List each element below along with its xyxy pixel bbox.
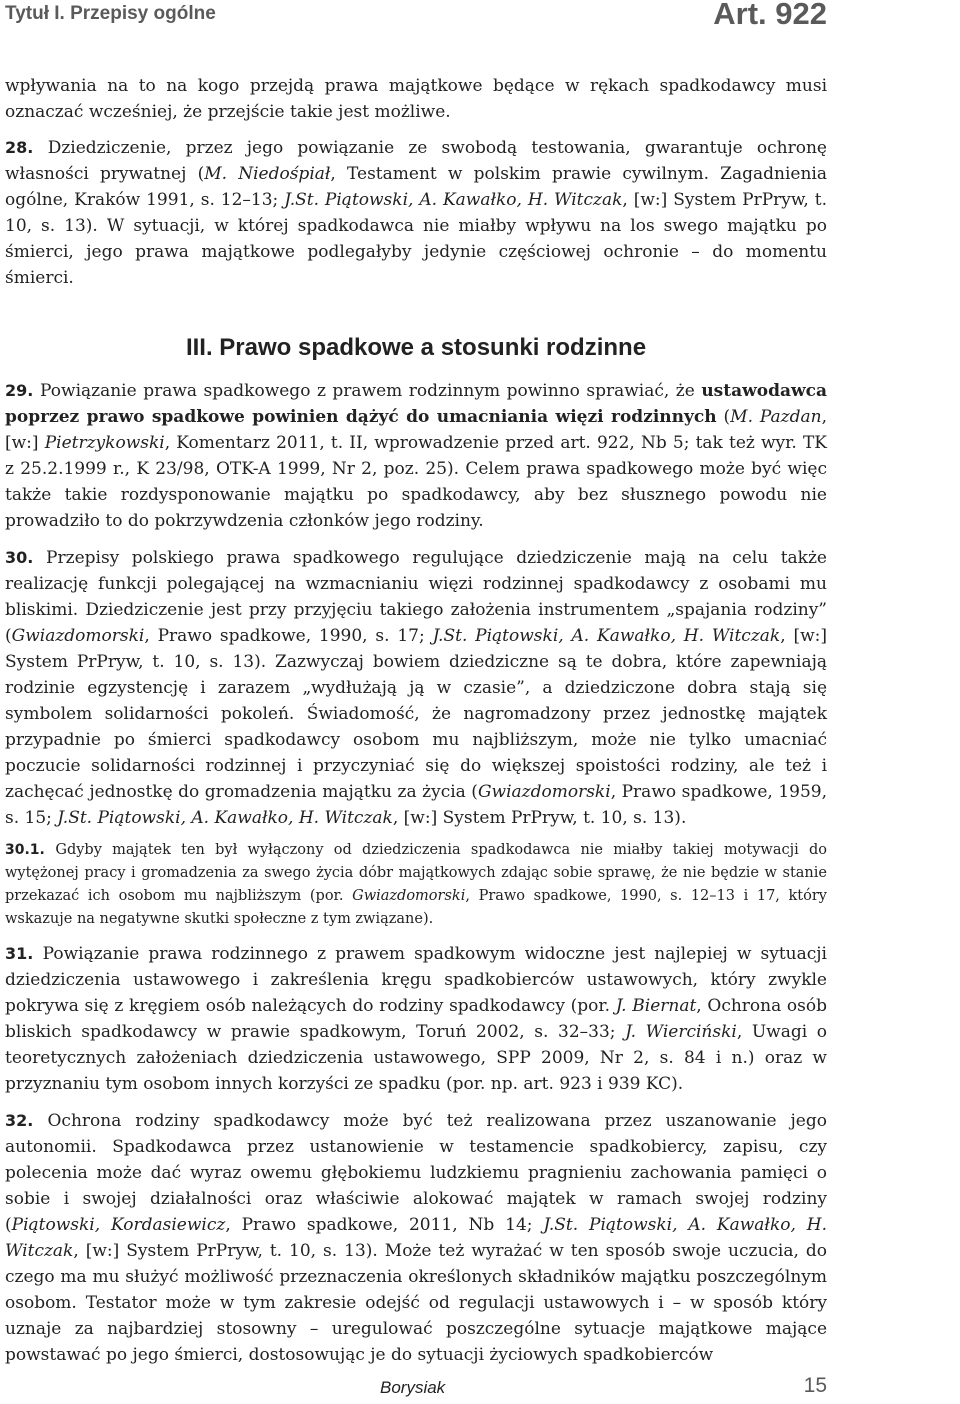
- italic-author-citation: Gwiazdomorski: [11, 626, 145, 646]
- italic-author-citation: M. Pazdan: [730, 407, 822, 427]
- paragraph-number: 29.: [5, 381, 41, 400]
- footer-author: Borysiak: [380, 1378, 446, 1397]
- text-run: Dziedziczenie, przez jego powiązanie ze swobodą testowania, gwarantuje ochronę własności prywatnej (: [5, 138, 827, 184]
- text-run: , Prawo spadkowe, 2011, Nb 14;: [225, 1215, 544, 1235]
- paragraph-number: 31.: [5, 944, 43, 963]
- page-number: 15: [803, 1374, 827, 1397]
- text-run: , Prawo spadkowe, 1990, s. 17;: [144, 626, 433, 646]
- text-run: Przepisy polskiego prawa spadkowego regulujące dziedziczenie mają na celu także realizację funkcji polegającej na wzmacnianiu więzi rodzinnej spadkodawcy z osobami mu bliskimi. Dziedziczenie jest przy przyjęciu takiego założenia instrumentem „spajania rodziny” (: [5, 548, 827, 646]
- text-run: , Ochrona osób bliskich spadkodawcy w prawie spadkowym, Toruń 2002, s. 32–33;: [5, 996, 827, 1042]
- italic-author-citation: J.St. Piątowski, A. Kawałko, H. Witczak: [57, 808, 393, 828]
- text-run: Powiązanie prawa rodzinnego z prawem spadkowym widoczne jest najlepiej w sytuacji dziedziczenia ustawowego i zakreślenia kręgu spadkobierców ustawowych, który zwykle pokrywa się z kręgiem osób należących do rodziny spadkodawcy (por.: [5, 944, 827, 1016]
- text-run: , [w:] System PrPryw, t. 10, s. 13). Może też wyrażać w ten sposób swoje uczucia, do czego ma mu służyć możliwość przeznaczenia określonych składników majątku poszczególnym osobom. Testator może w tym zakresie odejść od regulacji ustawowych i – w sposób który uznaje za najbardziej stosowny – uregulować poszczególne sytuacje majątkowe mające powstawać po jego śmierci, dostosowując je do sytuacji życiowych spadkobierców: [5, 1241, 827, 1365]
- paragraph-32: [5, 1108, 827, 1368]
- text-run: , Uwagi o teoretycznych założeniach dziedziczenia ustawowego, SPP 2009, Nr 2, s. 84 i n.) oraz w przyznaniu tym osobom innych korzyści ze spadku (por. np. art. 923 i 939 KC).: [5, 1022, 827, 1094]
- text-run: , Prawo spadkowe, 1959, s. 15;: [5, 782, 827, 828]
- italic-author-citation: J.St. Piątowski, A. Kawałko, H. Witczak: [432, 626, 781, 646]
- text-run: , [w:] System PrPryw, t. 10, s. 13). Zazwyczaj bowiem dziedziczne są te dobra, które zapewniają rodzinie egzystencję i zarazem „wydłużają ją w czasie”, a dziedziczone dobra stają się symbolem solidarności pokoleń. Świadomość, że nagromadzony przez jednostkę majątek przypadnie po śmierci spadkodawcy osobom mu najbliższym, może nie tylko umacniać poczucie solidarności rodzinnej i przyczyniać się do większej spoistości rodziny, ale też i zachęcać jednostkę do gromadzenia majątku za życia (: [5, 626, 827, 802]
- header-title: Tytuł I. Przepisy ogólne: [5, 3, 216, 24]
- italic-author-citation: Gwiazdomorski: [477, 782, 611, 802]
- text-run: , [w:] System PrPryw, t. 10, s. 13).: [392, 808, 687, 828]
- italic-author-citation: Gwiazdomorski: [352, 888, 466, 904]
- running-header: [5, 0, 827, 36]
- text-run: Powiązanie prawa spadkowego z prawem rodzinnym powinno sprawiać, że: [40, 381, 702, 401]
- italic-author-citation: J.St. Piątowski, A. Kawałko, H. Witczak: [5, 1215, 827, 1261]
- paragraph-28: [5, 135, 827, 291]
- text-run: , [w:] System PrPryw, t. 10, s. 13). W sytuacji, w której spadkodawca nie miałby wpływu na los swego majątku po śmierci, jego prawa majątkowe podlegałyby jedynie częściowej ochronie – do momentu śmierci.: [5, 190, 827, 288]
- italic-author-citation: J.St. Piątowski, A. Kawałko, H. Witczak: [284, 190, 623, 210]
- italic-author-citation: M. Niedośpiał: [204, 164, 331, 184]
- italic-author-citation: J. Wierciński: [625, 1022, 737, 1042]
- text-run: , [w:]: [5, 407, 828, 453]
- italic-author-citation: Piątowski, Kordasiewicz: [11, 1215, 226, 1235]
- text-run: Ochrona rodziny spadkodawcy może być też realizowana przez uszanowanie jego autonomii. Spadkodawca przez ustanowienie w testamencie spadkobiercy, zapisu, czy polecenia może dać wyraz owemu głębokiemu ludzkiemu pragnieniu zachowania pamięci o sobie i swojej działalności oraz właściwie alokować majątek w ramach swojej rodziny (: [5, 1111, 827, 1235]
- paragraph-continuation: [5, 73, 827, 125]
- paragraph-number: 30.1.: [5, 842, 56, 858]
- italic-author-citation: Pietrzykowski: [44, 433, 165, 453]
- bold-emphasis: ustawodawca poprzez prawo spadkowe powinien dążyć do umacniania więzi rodzinnych: [5, 381, 827, 427]
- text-run: , Komentarz 2011, t. II, wprowadzenie przed art. 922, Nb 5; tak też wyr. TK z 25.2.1999 r., K 23/98, OTK-A 1999, Nr 2, poz. 25). Celem prawa spadkowego może być więc także takie rozdysponowanie majątku po spadkodawcy, aby bez słusznego powodu nie prowadziło to do pokrzywdzenia członków jego rodziny.: [5, 433, 828, 531]
- paragraph-number: 32.: [5, 1111, 48, 1130]
- paragraph-29: [5, 378, 827, 534]
- section-heading: III. Prawo spadkowe a stosunki rodzinne: [185, 334, 647, 361]
- paragraph-30: [5, 545, 827, 831]
- text-run: , Testament w polskim prawie cywilnym. Zagadnienia ogólne, Kraków 1991, s. 12–13;: [5, 164, 827, 210]
- text-run: wpływania na to na kogo przejdą prawa majątkowe będące w rękach spadkodawcy musi oznaczać wcześniej, że przejście takie jest możliwe.: [5, 76, 827, 122]
- text-run: Gdyby majątek ten był wyłączony od dziedziczenia spadkodawca nie miałby takiej motywacji do wytężonej pracy i gromadzenia za swego życia dóbr majątkowych zdając sobie sprawę, że nie będzie w stanie przekazać ich osobom mu najbliższym (por.: [5, 842, 827, 904]
- italic-author-citation: J. Biernat: [615, 996, 697, 1016]
- text-run: (: [716, 407, 731, 427]
- header-article: Art. 922: [713, 0, 827, 31]
- paragraph-31: [5, 941, 827, 1097]
- paragraph-number: 30.: [5, 548, 47, 567]
- text-run: , Prawo spadkowe, 1990, s. 12–13 i 17, który wskazuje na negatywne skutki społeczne z tym związane).: [5, 888, 827, 927]
- paragraph-number: 28.: [5, 138, 48, 157]
- paragraph-30-1: [5, 839, 827, 931]
